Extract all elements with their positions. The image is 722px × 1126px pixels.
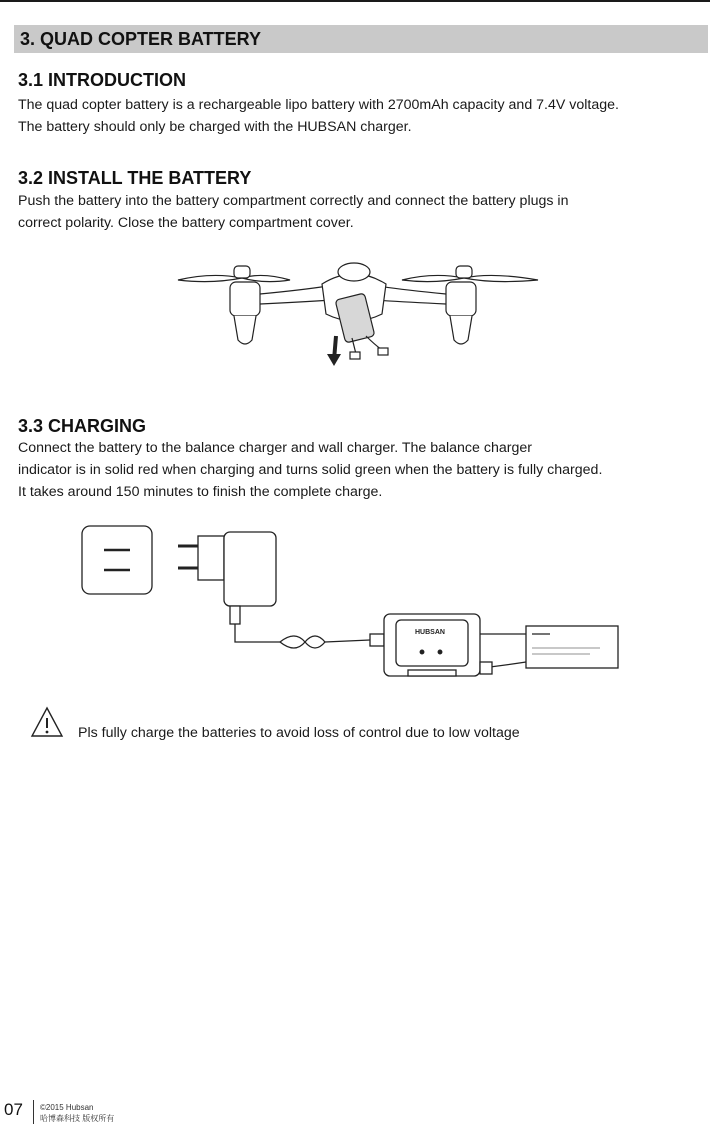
intro-line-2: The battery should only be charged with the HUBSAN charger. [18,119,412,135]
section-title: 3. QUAD COPTER BATTERY [14,25,708,53]
warning-text: Pls fully charge the batteries to avoid loss of control due to low voltage [78,725,520,741]
install-heading: 3.2 INSTALL THE BATTERY [18,168,252,188]
top-rule [0,0,710,2]
charging-heading: 3.3 CHARGING [18,416,147,436]
install-line-1: Push the battery into the battery compartment correctly and connect the battery plugs in [18,193,569,209]
wall-adapter-icon [224,532,276,606]
intro-line-1: The quad copter battery is a rechargeable lipo battery with 2700mAh capacity and 7.4V voltage. [18,97,619,113]
warning-notice [30,706,690,742]
charging-paragraph [18,437,602,503]
copyright-line: ©2015 Hubsan [40,1103,94,1112]
install-line-2: correct polarity. Close the battery compartment cover. [18,215,354,231]
balance-charger-icon [384,614,480,676]
warning-triangle-icon [30,706,64,738]
copyright-chinese-line: 哈博森科技 版权所有 [40,1114,115,1123]
charger-brand-label: HUBSAN [415,629,445,636]
lipo-battery-icon [526,626,618,668]
intro-heading: 3.1 INTRODUCTION [18,70,187,90]
charging-line-3: It takes around 150 minutes to finish the complete charge. [18,484,383,500]
install-paragraph [18,190,568,234]
intro-paragraph [18,94,619,138]
charging-line-2: indicator is in solid red when charging and turns solid green when the battery is fully charged. [18,462,603,478]
footer-divider [33,1100,34,1124]
charging-line-1: Connect the battery to the balance charger and wall charger. The balance charger [18,440,532,456]
page-number: 07 [4,1100,23,1119]
footer-copyright [40,1102,114,1124]
drone-battery-install-illustration [172,258,552,370]
wall-outlet-icon [82,526,152,594]
charger-setup-illustration [80,522,620,682]
